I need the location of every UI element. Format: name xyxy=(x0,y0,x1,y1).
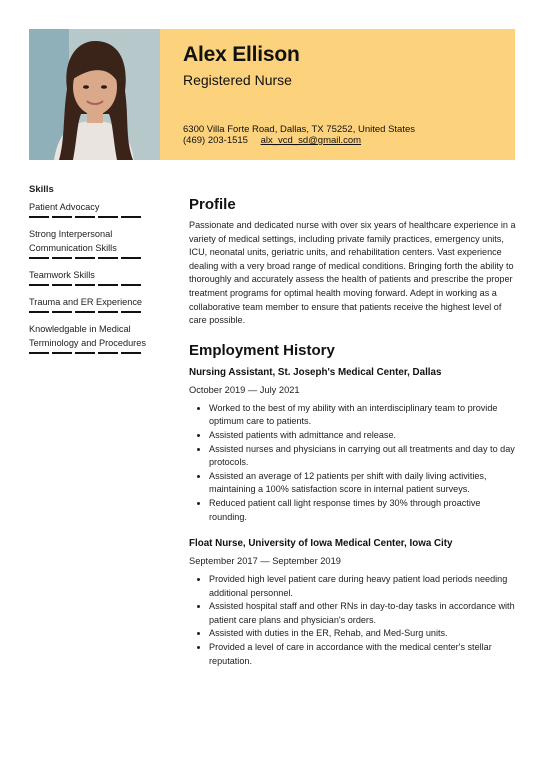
skill-level-segment xyxy=(98,257,118,259)
resume-header xyxy=(29,29,515,160)
skill-level-bar xyxy=(29,352,147,354)
skill-level-segment xyxy=(52,352,72,354)
address: 6300 Villa Forte Road, Dallas, TX 75252, United States xyxy=(183,124,416,135)
skill-item xyxy=(29,268,147,286)
skill-level-segment xyxy=(121,352,141,354)
skill-level-segment xyxy=(52,216,72,218)
skill-level-bar xyxy=(29,311,147,313)
job-entry xyxy=(189,538,519,668)
skill-item xyxy=(29,227,147,259)
skill-level-segment xyxy=(52,257,72,259)
skill-level-segment xyxy=(121,284,141,286)
skill-level-segment xyxy=(29,352,49,354)
candidate-name: Alex Ellison xyxy=(183,43,300,66)
skill-level-segment xyxy=(52,311,72,313)
email-link[interactable]: alx_vcd_sd@gmail.com xyxy=(260,135,362,146)
skill-level-segment xyxy=(75,352,95,354)
employment-heading: Employment History xyxy=(189,341,335,359)
skills-section xyxy=(29,184,147,363)
skill-level-segment xyxy=(121,216,141,218)
job-bullet: • Assisted patients with admittance and release. xyxy=(209,429,519,443)
contact-line xyxy=(183,135,361,146)
profile-heading: Profile xyxy=(189,196,236,213)
skill-label: Strong Interpersonal Communication Skills xyxy=(29,229,117,253)
job-bullets xyxy=(189,402,519,524)
main-content xyxy=(189,196,519,668)
skill-level-bar xyxy=(29,216,147,218)
job-title: Registered Nurse xyxy=(183,72,292,88)
skill-level-segment xyxy=(29,311,49,313)
profile-photo xyxy=(29,29,160,160)
profile-photo-illustration xyxy=(29,29,160,160)
skill-label: Trauma and ER Experience xyxy=(29,297,143,307)
skills-heading: Skills xyxy=(29,184,54,195)
job-bullet: • Provided a level of care in accordance with the medical center's stellar reputation. xyxy=(209,641,519,668)
skill-level-segment xyxy=(98,311,118,313)
job-entry xyxy=(189,367,519,524)
job-position: Float Nurse, University of Iowa Medical Center, Iowa City xyxy=(189,538,453,550)
skills-list xyxy=(29,200,147,354)
job-position: Nursing Assistant, St. Joseph's Medical Center, Dallas xyxy=(189,366,442,378)
job-bullet: • Assisted nurses and physicians in carrying out all treatments and day to day protocols. xyxy=(209,443,519,470)
skill-level-segment xyxy=(98,284,118,286)
skill-level-segment xyxy=(29,216,49,218)
skill-level-segment xyxy=(75,216,95,218)
skill-level-segment xyxy=(52,284,72,286)
skill-level-bar xyxy=(29,284,147,286)
job-bullet: • Reduced patient call light response times by 30% through proactive rounding. xyxy=(209,497,519,524)
skill-item xyxy=(29,295,147,313)
job-bullet: • Assisted with duties in the ER, Rehab, and Med-Surg units. xyxy=(209,627,519,641)
skill-level-segment xyxy=(75,311,95,313)
skill-label: Patient Advocacy xyxy=(29,202,100,212)
skill-level-segment xyxy=(121,257,141,259)
skill-level-segment xyxy=(75,257,95,259)
skill-item xyxy=(29,322,147,354)
skill-level-segment xyxy=(29,284,49,286)
skill-level-segment xyxy=(75,284,95,286)
skill-label: Teamwork Skills xyxy=(29,270,95,280)
job-bullets xyxy=(189,573,519,668)
skill-label: Knowledgable in Medical Terminology and Procedures xyxy=(29,324,146,348)
skill-level-bar xyxy=(29,257,147,259)
job-dates: October 2019 — July 2021 xyxy=(189,384,300,395)
job-bullet: • Assisted an average of 12 patients per shift with daily living activities, maintaining a 100% satisfaction score in internal patient surveys. xyxy=(209,470,519,497)
job-bullet: • Assisted hospital staff and other RNs in day-to-day tasks in accordance with patient care plans and physician's orders. xyxy=(209,600,519,627)
skill-level-segment xyxy=(98,216,118,218)
employment-list xyxy=(189,367,519,669)
skill-level-segment xyxy=(29,257,49,259)
job-bullet: • Worked to the best of my ability with an interdisciplinary team to provide optimum care to patients. xyxy=(209,402,519,429)
phone-number: (469) 203-1515 xyxy=(183,135,248,146)
skill-level-segment xyxy=(98,352,118,354)
skill-item xyxy=(29,200,147,218)
skill-level-segment xyxy=(121,311,141,313)
job-bullet: • Provided high level patient care during heavy patient load periods needing additional personnel. xyxy=(209,573,519,600)
profile-text: Passionate and dedicated nurse with over six years of healthcare experience in a variety of medical settings, including private family practices, emergency units, ICU, neonatal units, geriatric units, and rehabilitation centers. Vast experience dealing with a very broad range of medical conditions. Bringing forth the ability to thoroughly and accurately assess the health of patients and prescribe the proper treatment programs for optimal health moving forward. Adept in working as a collaborative team member to ensure that patients receive the highest level of care possible. xyxy=(189,220,516,326)
job-dates: September 2017 — September 2019 xyxy=(189,556,341,567)
